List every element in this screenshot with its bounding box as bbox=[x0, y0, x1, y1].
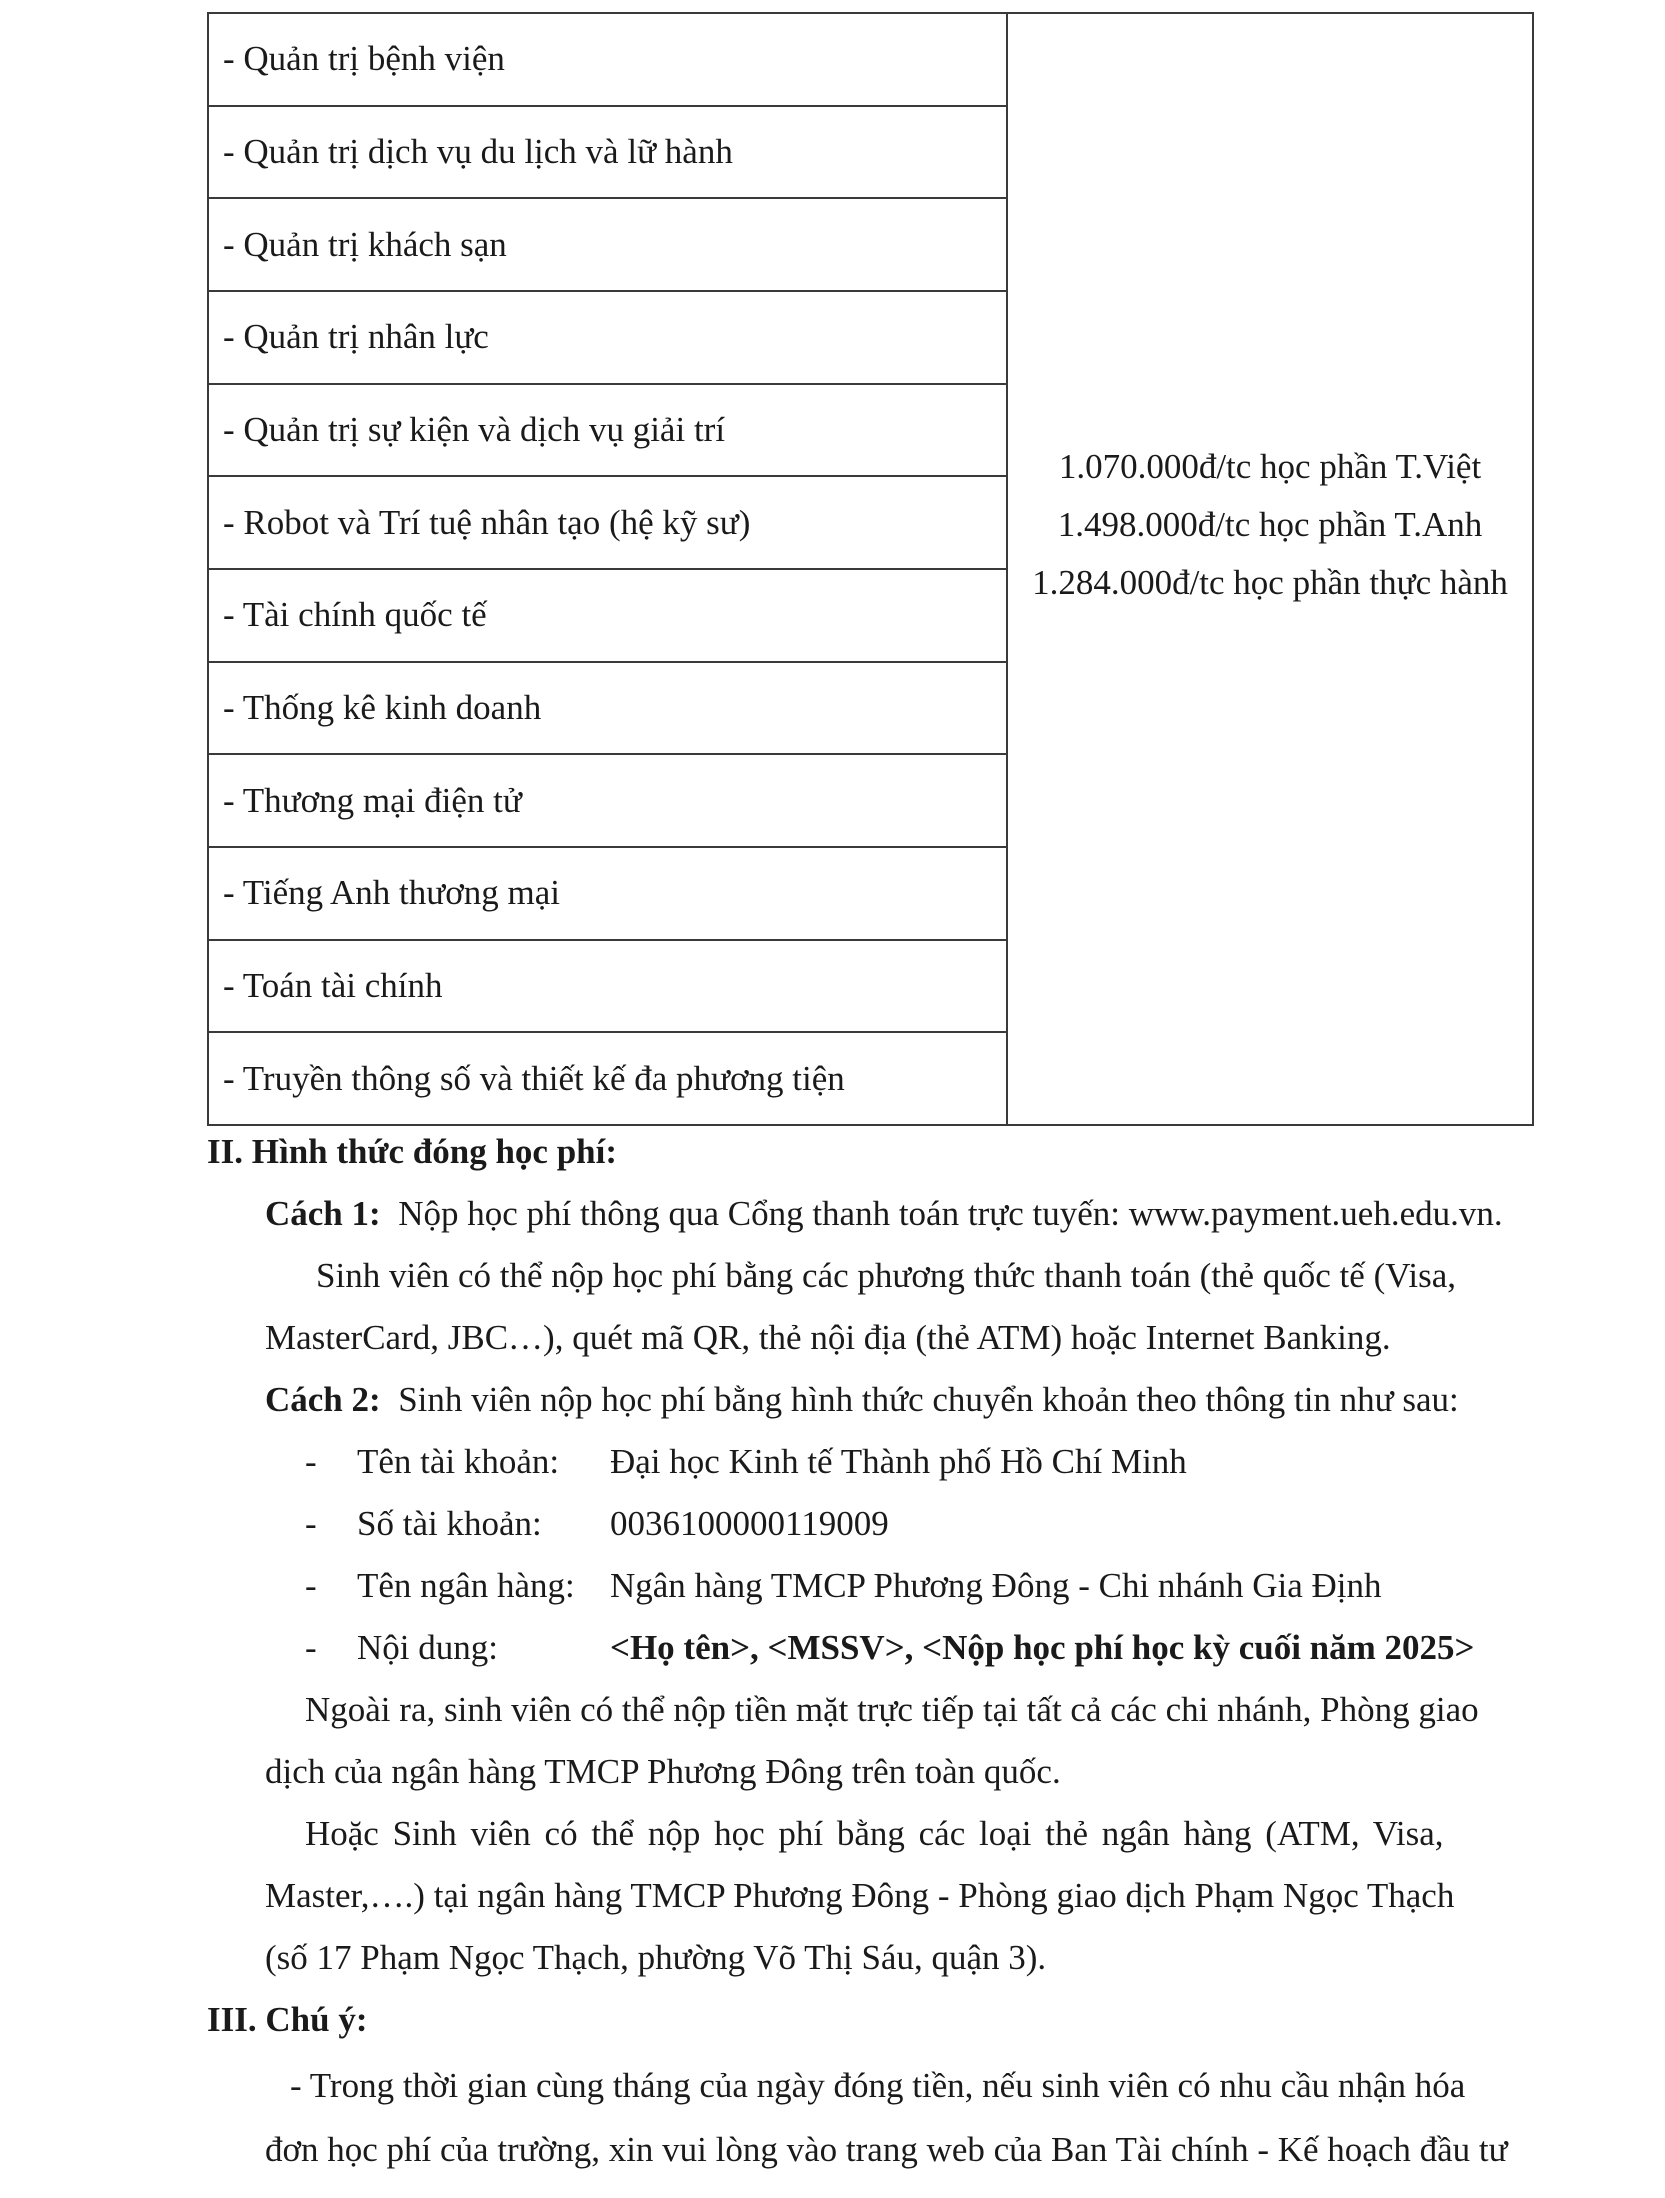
major-row: - Tiếng Anh thương mại bbox=[209, 848, 1006, 941]
fee-vietnamese: 1.070.000đ/tc học phần T.Việt bbox=[1058, 447, 1482, 486]
fee-practice: 1.284.000đ/tc học phần thực hành bbox=[1032, 563, 1508, 602]
major-row: - Quản trị dịch vụ du lịch và lữ hành bbox=[209, 107, 1006, 200]
major-row: - Quản trị bệnh viện bbox=[209, 14, 1006, 107]
major-row: - Quản trị sự kiện và dịch vụ giải trí bbox=[209, 385, 1006, 478]
bank-info-label: Tên tài khoản: bbox=[357, 1442, 560, 1481]
bank-info-value: 0036100000119009 bbox=[610, 1504, 889, 1543]
method-2-label: Cách 2: bbox=[265, 1380, 381, 1419]
method-2-line bbox=[265, 1382, 1459, 1417]
method-1-detail-1: Sinh viên có thể nộp học phí bằng các phương thức thanh toán (thẻ quốc tế (Visa, bbox=[316, 1256, 1457, 1295]
method-1-detail-2: MasterCard, JBC…), quét mã QR, thẻ nội địa (thẻ ATM) hoặc Internet Banking. bbox=[265, 1318, 1391, 1357]
major-row: - Toán tài chính bbox=[209, 941, 1006, 1034]
major-row: - Robot và Trí tuệ nhân tạo (hệ kỹ sư) bbox=[209, 477, 1006, 570]
bank-info-value: Đại học Kinh tế Thành phố Hồ Chí Minh bbox=[610, 1442, 1187, 1481]
card-line-1: Hoặc Sinh viên có thể nộp học phí bằng các loại thẻ ngân hàng (ATM, Visa, bbox=[305, 1814, 1444, 1853]
major-row: - Quản trị nhân lực bbox=[209, 292, 1006, 385]
list-dash: - bbox=[305, 1442, 317, 1481]
major-row: - Tài chính quốc tế bbox=[209, 570, 1006, 663]
bank-info-value: <Họ tên>, <MSSV>, <Nộp học phí học kỳ cuối năm 2025> bbox=[610, 1628, 1475, 1667]
bank-info-value: Ngân hàng TMCP Phương Đông - Chi nhánh Gia Định bbox=[610, 1566, 1382, 1605]
method-1-detail-line-1 bbox=[316, 1258, 1552, 1293]
bank-info-label: Số tài khoản: bbox=[357, 1504, 542, 1543]
list-dash: - bbox=[305, 1504, 317, 1543]
major-row: - Truyền thông số và thiết kế đa phương tiện bbox=[223, 1058, 845, 1098]
card-line-2: Master,….) tại ngân hàng TMCP Phương Đông - Phòng giao dịch Phạm Ngọc Thạch bbox=[265, 1876, 1455, 1915]
bank-info-label: Tên ngân hàng: bbox=[357, 1566, 575, 1605]
note-line-1: - Trong thời gian cùng tháng của ngày đóng tiền, nếu sinh viên có nhu cầu nhận hóa bbox=[290, 2066, 1466, 2105]
list-dash: - bbox=[305, 1628, 317, 1667]
bank-info-label: Nội dung: bbox=[357, 1628, 498, 1667]
fee-english: 1.498.000đ/tc học phần T.Anh bbox=[1057, 505, 1483, 544]
method-2-text: Sinh viên nộp học phí bằng hình thức chuyển khoản theo thông tin như sau: bbox=[398, 1380, 1459, 1419]
cash-line-2: dịch của ngân hàng TMCP Phương Đông trên toàn quốc. bbox=[265, 1752, 1061, 1791]
list-dash: - bbox=[305, 1566, 317, 1605]
fee-column bbox=[1008, 14, 1532, 1124]
major-row: - Thống kê kinh doanh bbox=[209, 663, 1006, 756]
major-column bbox=[209, 14, 1008, 1124]
section-3-heading: III. Chú ý: bbox=[207, 2000, 368, 2039]
fee-lines bbox=[1008, 438, 1532, 612]
tuition-fee-table bbox=[207, 12, 1534, 1126]
section-2-heading: II. Hình thức đóng học phí: bbox=[207, 1132, 618, 1171]
major-row: - Thương mại điện tử bbox=[209, 755, 1006, 848]
major-row: - Quản trị khách sạn bbox=[209, 199, 1006, 292]
method-1-label: Cách 1: bbox=[265, 1194, 381, 1233]
card-line-3: (số 17 Phạm Ngọc Thạch, phường Võ Thị Sáu, quận 3). bbox=[265, 1938, 1047, 1977]
note-line-2: đơn học phí của trường, xin vui lòng vào trang web của Ban Tài chính - Kế hoạch đầu tư bbox=[265, 2130, 1508, 2169]
method-1-text: Nộp học phí thông qua Cổng thanh toán trực tuyến: www.payment.ueh.edu.vn. bbox=[398, 1194, 1503, 1233]
cash-line-1: Ngoài ra, sinh viên có thể nộp tiền mặt trực tiếp tại tất cả các chi nhánh, Phòng giao bbox=[305, 1690, 1479, 1729]
method-1-line bbox=[265, 1196, 1503, 1231]
